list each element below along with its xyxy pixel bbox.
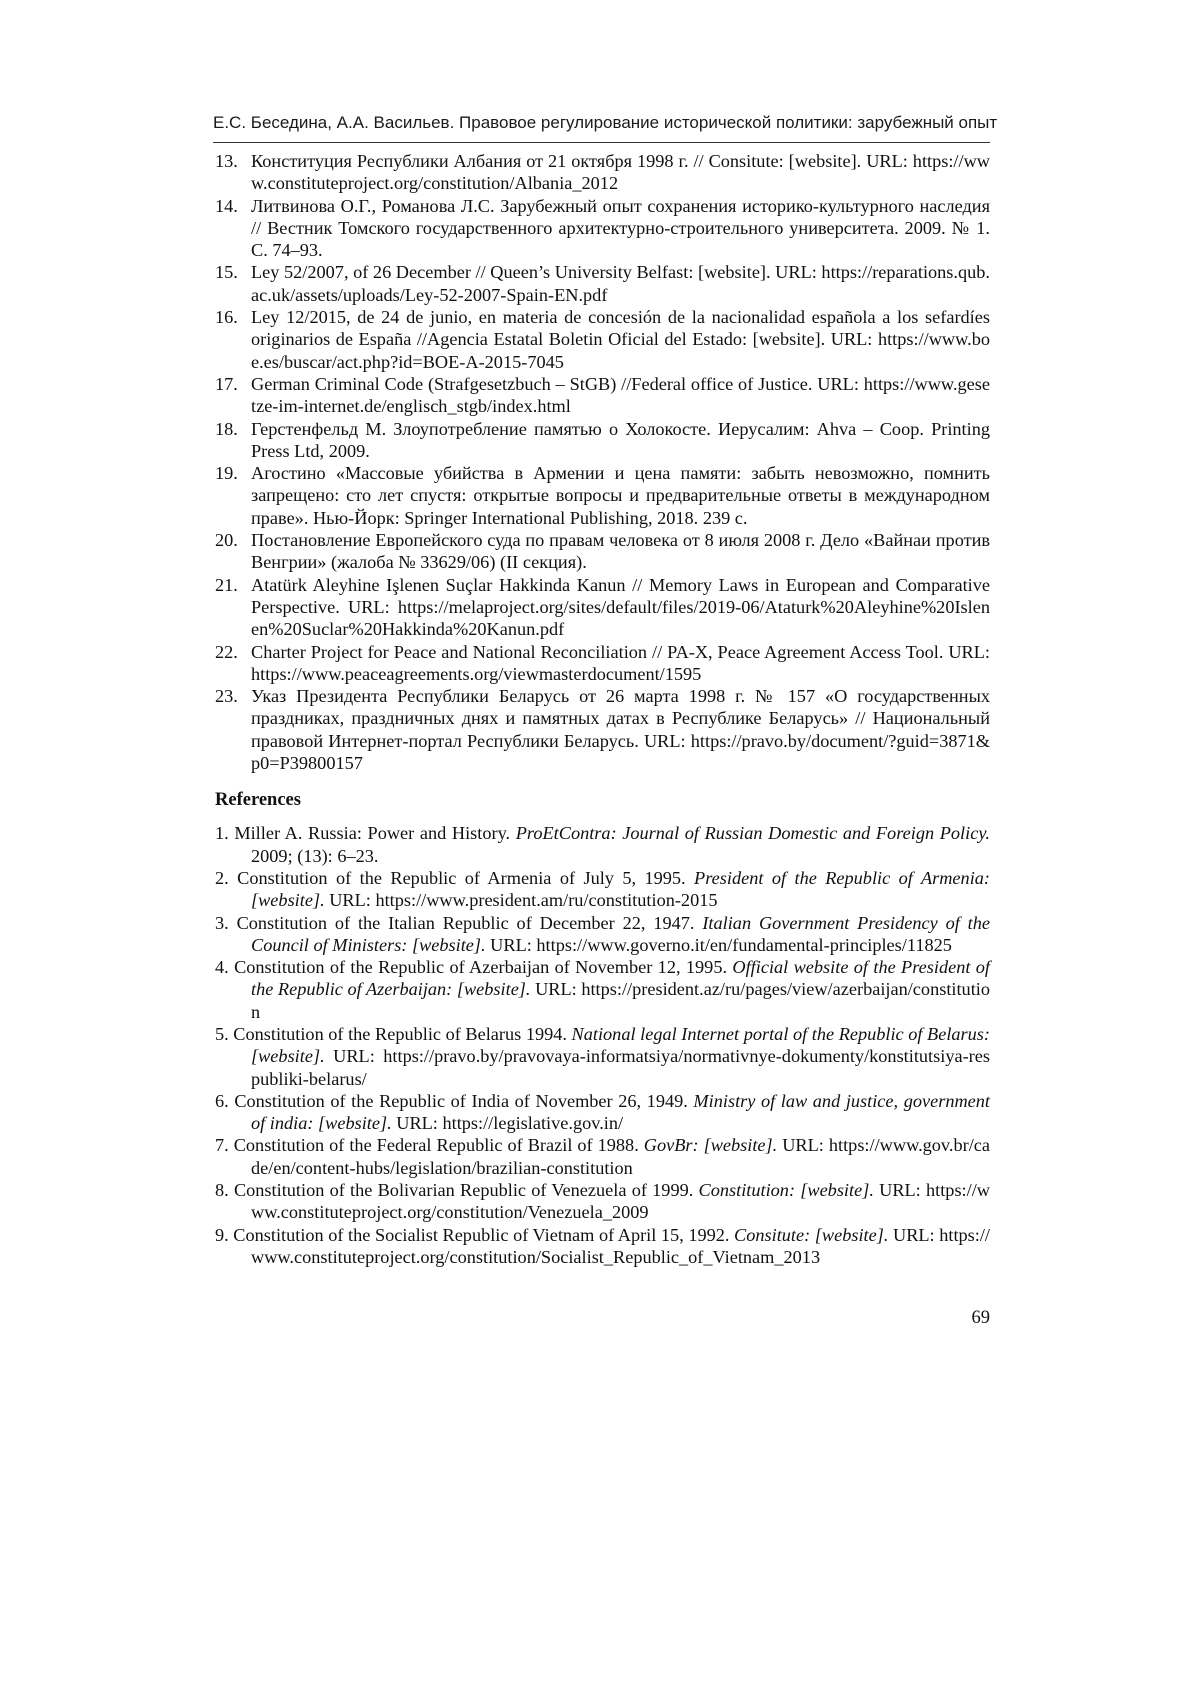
entry-text: Литвинова О.Г., Романова Л.С. Зарубежный опыт сохранения историко-культурного наследия // Вестник Томского государственного архитектурно-строительного университета. 2009. № 1. С. 74–93. xyxy=(251,195,990,261)
source-entry xyxy=(215,418,990,463)
source-entry xyxy=(215,373,990,418)
item-number: 14. xyxy=(215,195,238,216)
url-link[interactable]: https://president.az/ru/pages/view/azerbaijan/constitution xyxy=(251,979,990,1022)
url-link[interactable]: https://www.constituteproject.org/constitution/Socialist_Republic_of_Vietnam_2013 xyxy=(251,1224,991,1267)
entry-text: Конституция Республики Албания от 21 октября 1998 г. // Consitute: [website]. URL: xyxy=(251,151,913,171)
source-entry xyxy=(215,261,990,306)
url-link[interactable]: https://www.constituteproject.org/constitution/Venezuela_2009 xyxy=(251,1180,990,1223)
reference-entry xyxy=(215,912,990,957)
italic-source-title: ProEtContra: Journal of Russian Domestic and Foreign Policy. xyxy=(515,823,990,844)
url-link[interactable]: https://www.gov.br/cade/en/content-hubs/legislation/brazilian-constitution xyxy=(251,1135,990,1178)
entry-text: URL: xyxy=(888,1224,940,1245)
entry-text: Constitution of the Federal Republic of Brazil of 1988. xyxy=(233,1135,644,1156)
entry-text: Constitution of the Italian Republic of December 22, 1947. xyxy=(236,912,703,933)
item-number: 1. xyxy=(215,823,235,844)
item-number: 20. xyxy=(215,530,238,551)
source-entry xyxy=(215,574,990,641)
entry-text: Constitution of the Socialist Republic of Vietnam of April 15, 1992. xyxy=(233,1224,735,1245)
source-entry xyxy=(215,150,990,195)
item-number: 15. xyxy=(215,262,238,283)
source-entry xyxy=(215,641,990,686)
reference-entry xyxy=(215,1090,990,1135)
entry-text: URL: xyxy=(777,1135,829,1156)
reference-entry xyxy=(215,956,990,1023)
item-number: 23. xyxy=(215,686,238,707)
entry-text: Герстенфельд М. Злоупотребление памятью о Холокосте. Иерусалим: Ahva – Coop. Printing Press Ltd, 2009. xyxy=(251,418,990,461)
italic-source-title: Official website of the President of the Republic of Azerbaijan: [website]. xyxy=(251,957,991,1000)
item-number: 22. xyxy=(215,641,238,662)
italic-source-title: Italian Government Presidency of the Council of Ministers: [website]. xyxy=(251,912,990,955)
references-list xyxy=(215,822,990,1268)
italic-source-title: Consitute: [website]. xyxy=(734,1224,889,1245)
url-link[interactable]: https://www.boe.es/buscar/act.php?id=BOE-A-2015-7045 xyxy=(251,329,990,372)
entry-text: German Criminal Code (Strafgesetzbuch – StGB) //Federal office of Justice. URL: xyxy=(251,373,864,394)
item-number: 6. xyxy=(215,1090,235,1111)
entry-text: URL: xyxy=(391,1113,443,1134)
entry-text: Постановление Европейского суда по правам человека от 8 июля 2008 г. Дело «Вайнаи против Венгрии» (жалоба № 33629/06) (II секция). xyxy=(251,530,990,573)
entry-text: URL: xyxy=(324,1046,384,1067)
item-number: 13. xyxy=(215,151,238,171)
entry-text: Constitution of the Republic of India of November 26, 1949. xyxy=(234,1090,694,1111)
italic-source-title: Ministry of law and justice, government of india: [website]. xyxy=(251,1090,991,1134)
url-link[interactable]: https://www.governo.it/en/fundamental-principles/11825 xyxy=(536,934,952,955)
item-number: 2. xyxy=(215,867,238,888)
item-number: 5. xyxy=(215,1023,234,1044)
source-entry xyxy=(215,529,990,574)
item-number: 16. xyxy=(215,307,238,328)
item-number: 18. xyxy=(215,418,238,439)
header-rule xyxy=(213,142,990,143)
item-number: 19. xyxy=(215,463,238,484)
entry-text: 2009; (13): 6–23. xyxy=(251,845,379,866)
url-link[interactable]: https://pravo.by/pravovaya-informatsiya/normativnye-dokumenty/konstitutsiya-respubliki-belarus/ xyxy=(251,1046,990,1089)
item-number: 21. xyxy=(215,574,238,595)
entry-text: Charter Project for Peace and National Reconciliation // PA-X, Peace Agreement Access Tool. URL: xyxy=(251,641,990,662)
url-link[interactable]: https://pravo.by/document/?guid=3871&p0=P39800157 xyxy=(251,730,990,774)
url-link[interactable]: https://reparations.qub.ac.uk/assets/uploads/Ley-52-2007-Spain-EN.pdf xyxy=(251,262,990,305)
item-number: 9. xyxy=(215,1224,234,1245)
reference-entry xyxy=(215,1224,990,1269)
reference-entry xyxy=(215,822,990,867)
entry-text: Constitution of the Republic of Azerbaijan of November 12, 1995. xyxy=(234,957,733,978)
entry-text: Ley 52/2007, of 26 December // Queen’s University Belfast: [website]. URL: xyxy=(251,262,822,283)
reference-entry xyxy=(215,1179,990,1224)
url-link[interactable]: https://legislative.gov.in/ xyxy=(442,1113,624,1134)
source-entry xyxy=(215,195,990,262)
source-entry xyxy=(215,685,990,774)
page-content xyxy=(215,150,990,1268)
url-link[interactable]: https://www.gesetze-im-internet.de/englisch_stgb/index.html xyxy=(251,373,990,417)
entry-text: Miller A. Russia: Power and History. xyxy=(234,823,516,844)
url-link[interactable]: https://www.constituteproject.org/constitution/Albania_2012 xyxy=(251,151,990,194)
item-number: 7. xyxy=(215,1135,234,1156)
entry-text: Atatürk Aleyhine Işlenen Suçlar Hakkinda Kanun // Memory Laws in European and Comparative Perspective. URL: xyxy=(251,574,990,617)
running-head: Е.С. Беседина, А.А. Васильев. Правовое регулирование исторической политики: зарубежный опыт xyxy=(213,113,998,132)
entry-text: Указ Президента Республики Беларусь от 26 марта 1998 г. № 157 «О государственных праздниках, праздничных днях и памятных датах в Республике Беларусь» // Национальный правовой Интернет-портал Республики Беларусь. URL: xyxy=(251,686,990,751)
item-number: 8. xyxy=(215,1180,234,1201)
entry-text: URL: xyxy=(324,890,376,911)
reference-entry xyxy=(215,1023,990,1090)
page-number: 69 xyxy=(971,1308,990,1328)
url-link[interactable]: https://www.peaceagreements.org/viewmasterdocument/1595 xyxy=(251,663,702,684)
entry-text: URL: xyxy=(485,934,537,955)
entry-text: Constitution of the Republic of Armenia of July 5, 1995. xyxy=(237,867,695,888)
reference-entry xyxy=(215,867,990,912)
reference-entry xyxy=(215,1134,990,1179)
url-link[interactable]: https://melaproject.org/sites/default/files/2019-06/Ataturk%20Aleyhine%20Islenen%20Suclar%20Hakkinda%20Kanun.pdf xyxy=(251,596,990,640)
item-number: 3. xyxy=(215,912,237,933)
source-entry xyxy=(215,306,990,373)
entry-text: Constitution of the Republic of Belarus 1994. xyxy=(233,1023,572,1044)
url-link[interactable]: https://www.president.am/ru/constitution-2015 xyxy=(375,890,718,911)
italic-source-title: President of the Republic of Armenia: [website]. xyxy=(251,867,990,911)
source-entry xyxy=(215,462,990,529)
entry-text: URL: xyxy=(530,979,582,1000)
source-list xyxy=(215,150,990,774)
italic-source-title: National legal Internet portal of the Republic of Belarus: [website]. xyxy=(251,1023,991,1067)
entry-text: URL: xyxy=(873,1180,926,1201)
entry-text: Агостино «Массовые убийства в Армении и цена памяти: забыть невозможно, помнить запрещено: сто лет спустя: открытые вопросы и предварительные ответы в международном праве». Нью-Йорк: Springer International Publishing, 2018. 239 с. xyxy=(251,463,990,528)
references-heading: References xyxy=(215,790,301,811)
entry-text: Ley 12/2015, de 24 de junio, en materia de concesión de la nacionalidad española a los sefardíes originarios de España //Agencia Estatal Boletin Oficial del Estado: [website]. URL: xyxy=(251,307,990,350)
item-number: 17. xyxy=(215,373,238,394)
italic-source-title: GovBr: [website]. xyxy=(643,1135,778,1156)
item-number: 4. xyxy=(215,957,235,978)
entry-text: Constitution of the Bolivarian Republic of Venezuela of 1999. xyxy=(233,1180,699,1201)
italic-source-title: Constitution: [website]. xyxy=(698,1180,874,1201)
